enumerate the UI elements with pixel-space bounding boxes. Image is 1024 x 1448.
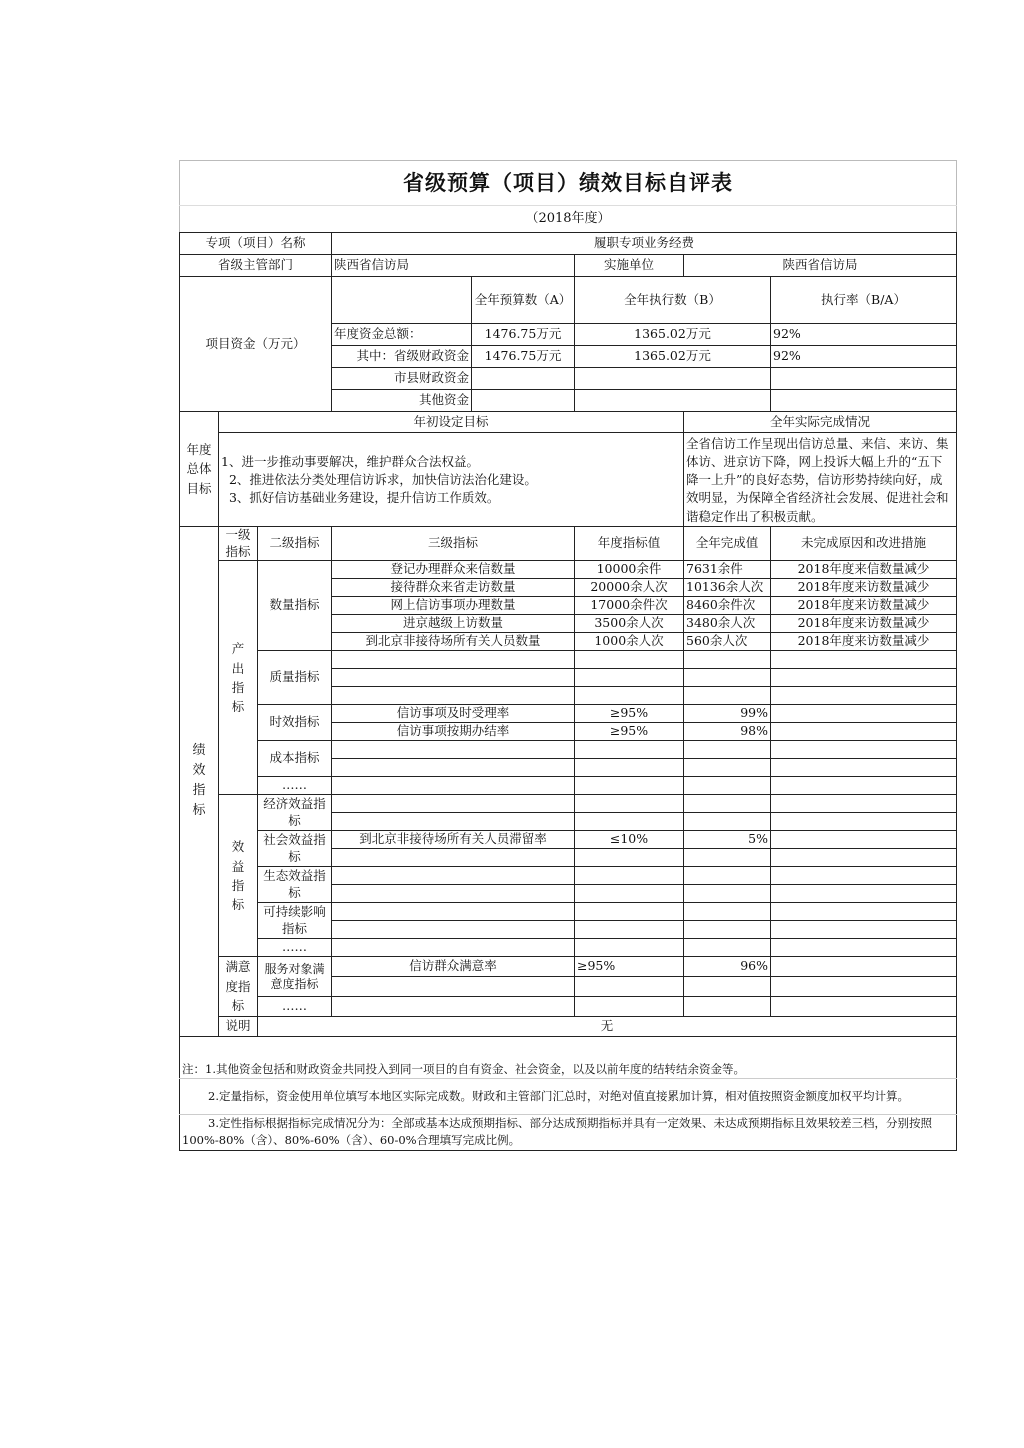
empty-cell <box>332 996 575 1016</box>
empty-cell <box>332 669 575 687</box>
funds-label: 项目资金（万元） <box>180 277 332 412</box>
satisfaction-label: 满意度指标 <box>219 957 258 1016</box>
funds-row-budget <box>472 390 575 412</box>
quantity-target: 17000余件次 <box>575 597 684 615</box>
empty-cell <box>575 687 684 705</box>
empty-cell <box>684 977 771 997</box>
quantity-name: 网上信访事项办理数量 <box>332 597 575 615</box>
quantity-done: 10136余人次 <box>684 579 771 597</box>
funds-row-rate: 92% <box>771 324 957 346</box>
timeliness-name: 信访事项及时受理率 <box>332 705 575 723</box>
quality-label: 质量指标 <box>258 651 332 705</box>
output-ellipsis: …… <box>258 777 332 795</box>
funds-row-exec: 1365.02万元 <box>575 324 771 346</box>
empty-cell <box>332 977 575 997</box>
empty-cell <box>332 849 575 867</box>
annual-goal-label: 年度总体目标 <box>180 412 219 527</box>
timeliness-done: 98% <box>684 723 771 741</box>
empty-cell <box>575 996 684 1016</box>
funds-row-budget: 1476.75万元 <box>472 346 575 368</box>
note-2: 2.定量指标，资金使用单位填写本地区实际完成数。财政和主管部门汇总时，对绝对值直接累加计算，相对值按照资金额度加权平均计算。 <box>180 1078 957 1114</box>
remark-label: 说明 <box>219 1016 258 1036</box>
done-header: 全年完成值 <box>684 526 771 561</box>
empty-cell <box>771 867 957 885</box>
form-year: （2018年度） <box>180 206 957 233</box>
satisfaction-name: 信访群众满意率 <box>332 957 575 977</box>
l1-header: 一级指标 <box>219 526 258 561</box>
quantity-reason: 2018年度来访数量减少 <box>771 615 957 633</box>
goal-actual-text: 全省信访工作呈现出信访总量、来信、来访、集体访、进京访下降，网上投诉大幅上升的“五下降一上升”的良好态势，信访形势持续向好，成效明显，为保障全省经济社会发展、促进社会和谐稳定作出了积极贡献。 <box>684 433 957 527</box>
self-evaluation-form <box>179 160 956 1151</box>
empty-cell <box>332 885 575 903</box>
empty-cell <box>684 813 771 831</box>
empty-cell <box>575 885 684 903</box>
empty-cell <box>575 777 684 795</box>
funds-rate-header: 执行率（B/A） <box>771 277 957 324</box>
empty-cell <box>575 867 684 885</box>
empty-cell <box>575 795 684 813</box>
impl-unit-value: 陕西省信访局 <box>684 255 957 277</box>
target-header: 年度指标值 <box>575 526 684 561</box>
note-3: 3.定性指标根据指标完成情况分为：全部或基本达成预期指标、部分达成预期指标并具有一定效果、未达成预期指标且效果较差三档，分别按照100%-80%（含）、80%-60%（含）、60-0%合理填写完成比例。 <box>180 1114 957 1150</box>
funds-exec-header: 全年执行数（B） <box>575 277 771 324</box>
empty-cell <box>771 849 957 867</box>
empty-cell <box>684 669 771 687</box>
empty-cell <box>575 759 684 777</box>
quantity-done: 3480余人次 <box>684 615 771 633</box>
empty-cell <box>575 849 684 867</box>
quantity-reason: 2018年度来访数量减少 <box>771 597 957 615</box>
empty-cell <box>771 885 957 903</box>
funds-row-rate: 92% <box>771 346 957 368</box>
quantity-name: 进京越级上访数量 <box>332 615 575 633</box>
funds-row-exec <box>575 368 771 390</box>
quantity-target: 1000余人次 <box>575 633 684 651</box>
empty-cell <box>771 759 957 777</box>
form-title: 省级预算（项目）绩效目标自评表 <box>180 161 957 206</box>
quantity-name: 到北京非接待场所有关人员数量 <box>332 633 575 651</box>
quantity-reason: 2018年度来访数量减少 <box>771 579 957 597</box>
empty-cell <box>684 903 771 921</box>
empty-cell <box>332 687 575 705</box>
funds-budget-header: 全年预算数（A） <box>472 277 575 324</box>
empty-cell <box>332 813 575 831</box>
quantity-target: 20000余人次 <box>575 579 684 597</box>
ecological-label: 生态效益指标 <box>258 867 332 903</box>
empty-cell <box>575 903 684 921</box>
empty-cell <box>575 651 684 669</box>
timeliness-name: 信访事项按期办结率 <box>332 723 575 741</box>
empty-cell <box>575 977 684 997</box>
empty-cell <box>575 813 684 831</box>
empty-cell <box>332 867 575 885</box>
indicators-label: 绩效指标 <box>180 526 219 1036</box>
empty-cell <box>771 723 957 741</box>
empty-cell <box>684 939 771 957</box>
empty-cell <box>771 777 957 795</box>
dept-value: 陕西省信访局 <box>332 255 575 277</box>
social-label: 社会效益指标 <box>258 831 332 867</box>
funds-row-name: 其他资金 <box>332 390 472 412</box>
project-name-value: 履职专项业务经费 <box>332 233 957 255</box>
empty-cell <box>771 813 957 831</box>
empty-cell <box>771 795 957 813</box>
empty-cell <box>771 669 957 687</box>
empty-cell <box>332 741 575 759</box>
goal-set-text: 1、进一步推动事要解决，维护群众合法权益。 2、推进依法分类处理信访诉求，加快信访法治化建设。 3、抓好信访基础业务建设，提升信访工作质效。 <box>219 433 684 527</box>
funds-row-exec <box>575 390 771 412</box>
quantity-name: 接待群众来省走访数量 <box>332 579 575 597</box>
empty-cell <box>771 977 957 997</box>
funds-row-rate <box>771 390 957 412</box>
empty-cell <box>684 651 771 669</box>
funds-row-rate <box>771 368 957 390</box>
empty-cell <box>684 795 771 813</box>
quantity-label: 数量指标 <box>258 561 332 651</box>
empty-cell <box>684 777 771 795</box>
empty-cell <box>332 651 575 669</box>
empty-cell <box>771 996 957 1016</box>
quantity-done: 7631余件 <box>684 561 771 579</box>
empty-cell <box>771 957 957 977</box>
timeliness-label: 时效指标 <box>258 705 332 741</box>
empty-cell <box>332 939 575 957</box>
empty-cell <box>771 651 957 669</box>
funds-row-exec: 1365.02万元 <box>575 346 771 368</box>
empty-cell <box>684 759 771 777</box>
social-name: 到北京非接待场所有关人员滞留率 <box>332 831 575 849</box>
timeliness-target: ≥95% <box>575 723 684 741</box>
empty-cell <box>575 669 684 687</box>
quantity-reason: 2018年度来信数量减少 <box>771 561 957 579</box>
l3-header: 三级指标 <box>332 526 575 561</box>
empty-cell <box>332 759 575 777</box>
satisfaction-ellipsis: …… <box>258 996 332 1016</box>
quantity-target: 3500余人次 <box>575 615 684 633</box>
social-done: 5% <box>684 831 771 849</box>
empty-cell <box>771 939 957 957</box>
empty-cell <box>771 903 957 921</box>
goal-actual-header: 全年实际完成情况 <box>684 412 957 433</box>
service-label: 服务对象满意度指标 <box>258 957 332 996</box>
empty-cell <box>332 903 575 921</box>
sustain-label: 可持续影响指标 <box>258 903 332 939</box>
dept-label: 省级主管部门 <box>180 255 332 277</box>
empty-cell <box>771 741 957 759</box>
impl-unit-label: 实施单位 <box>575 255 684 277</box>
benefit-ellipsis: …… <box>258 939 332 957</box>
goal-set-header: 年初设定目标 <box>219 412 684 433</box>
project-name-label: 专项（项目）名称 <box>180 233 332 255</box>
quantity-reason: 2018年度来访数量减少 <box>771 633 957 651</box>
quantity-done: 8460余件次 <box>684 597 771 615</box>
funds-row-budget: 1476.75万元 <box>472 324 575 346</box>
l2-header: 二级指标 <box>258 526 332 561</box>
empty-cell <box>684 741 771 759</box>
empty-cell <box>332 777 575 795</box>
timeliness-target: ≥95% <box>575 705 684 723</box>
satisfaction-target: ≥95% <box>575 957 684 977</box>
quantity-done: 560余人次 <box>684 633 771 651</box>
empty-cell <box>332 921 575 939</box>
empty-cell <box>684 996 771 1016</box>
evaluation-table <box>179 160 957 1151</box>
empty-cell <box>771 921 957 939</box>
empty-cell <box>684 687 771 705</box>
economic-label: 经济效益指标 <box>258 795 332 831</box>
quantity-name: 登记办理群众来信数量 <box>332 561 575 579</box>
empty-cell <box>684 867 771 885</box>
empty-cell <box>684 849 771 867</box>
funds-header-blank <box>332 277 472 324</box>
empty-cell <box>771 831 957 849</box>
empty-cell <box>575 921 684 939</box>
empty-cell <box>771 705 957 723</box>
reason-header: 未完成原因和改进措施 <box>771 526 957 561</box>
funds-row-budget <box>472 368 575 390</box>
quantity-target: 10000余件 <box>575 561 684 579</box>
empty-cell <box>575 939 684 957</box>
social-target: ≤10% <box>575 831 684 849</box>
funds-row-name: 市县财政资金 <box>332 368 472 390</box>
empty-cell <box>771 687 957 705</box>
timeliness-done: 99% <box>684 705 771 723</box>
output-label: 产出指标 <box>219 561 258 795</box>
satisfaction-done: 96% <box>684 957 771 977</box>
empty-cell <box>575 741 684 759</box>
cost-label: 成本指标 <box>258 741 332 777</box>
empty-cell <box>332 795 575 813</box>
note-1: 注：1.其他资金包括和财政资金共同投入到同一项目的自有资金、社会资金，以及以前年度的结转结余资金等。 <box>180 1036 957 1078</box>
remark-value: 无 <box>258 1016 957 1036</box>
benefit-label: 效益指标 <box>219 795 258 957</box>
funds-row-name: 其中：省级财政资金 <box>332 346 472 368</box>
empty-cell <box>684 885 771 903</box>
funds-row-name: 年度资金总额： <box>332 324 472 346</box>
empty-cell <box>684 921 771 939</box>
